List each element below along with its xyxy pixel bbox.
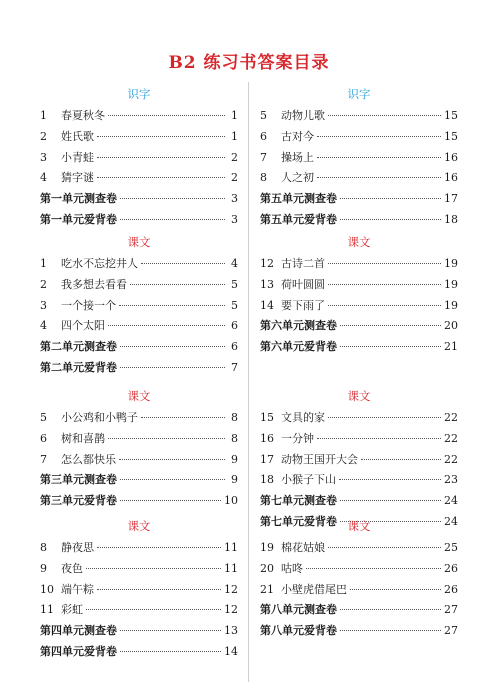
toc-row-lesson[interactable] bbox=[40, 127, 238, 148]
lesson-number: 4 bbox=[40, 171, 47, 185]
entry-title: 猜字谜 bbox=[61, 171, 94, 185]
page-number: 17 bbox=[444, 192, 458, 206]
left-section-2 bbox=[40, 232, 238, 379]
dot-leader bbox=[97, 157, 225, 158]
page-number: 25 bbox=[444, 541, 458, 554]
entry-title: 棉花姑娘 bbox=[281, 541, 325, 554]
lesson-number: 7 bbox=[260, 150, 267, 164]
toc-row-lesson[interactable] bbox=[40, 168, 238, 189]
section-heading: 课文 bbox=[127, 389, 151, 403]
toc-row-lesson[interactable] bbox=[40, 538, 238, 559]
toc-row-lesson[interactable] bbox=[260, 559, 458, 580]
dot-leader bbox=[317, 438, 441, 439]
dot-leader bbox=[361, 459, 441, 460]
entry-title: 操场上 bbox=[281, 150, 314, 164]
section-heading: 课文 bbox=[127, 519, 151, 533]
page-number: 1 bbox=[231, 109, 238, 122]
section-heading: 课文 bbox=[347, 235, 371, 249]
lesson-number: 20 bbox=[260, 561, 274, 575]
entry-title: 荷叶圆圆 bbox=[281, 277, 325, 291]
lesson-number: 15 bbox=[260, 411, 274, 424]
lesson-number: 8 bbox=[260, 171, 267, 185]
lesson-number: 10 bbox=[40, 582, 54, 596]
lesson-number: 3 bbox=[40, 298, 47, 312]
toc-row-test[interactable] bbox=[260, 316, 458, 337]
dot-leader bbox=[86, 568, 221, 569]
page-number: 8 bbox=[231, 411, 238, 424]
toc-row-lesson[interactable] bbox=[260, 470, 458, 491]
page-number: 27 bbox=[444, 603, 458, 617]
dot-leader bbox=[120, 198, 225, 199]
page-number: 12 bbox=[224, 603, 238, 617]
toc-row-test[interactable] bbox=[260, 337, 458, 358]
entry-title: 第一单元爱背卷 bbox=[40, 212, 117, 226]
section-heading: 识字 bbox=[127, 87, 151, 101]
page-number: 4 bbox=[231, 257, 238, 270]
dot-leader bbox=[130, 284, 225, 285]
page-number: 22 bbox=[444, 431, 458, 445]
dot-leader bbox=[120, 500, 221, 501]
page-number: 22 bbox=[444, 411, 458, 424]
entry-title: 咕咚 bbox=[281, 561, 303, 575]
lesson-number: 2 bbox=[40, 129, 47, 143]
toc-row-test[interactable] bbox=[260, 621, 458, 642]
dot-leader bbox=[108, 115, 225, 116]
dot-leader bbox=[317, 157, 441, 158]
section-heading: 识字 bbox=[347, 87, 371, 101]
toc-row-test[interactable] bbox=[40, 470, 238, 491]
toc-row-test[interactable] bbox=[40, 491, 238, 512]
dot-leader bbox=[141, 263, 225, 264]
page-number: 21 bbox=[444, 340, 458, 354]
entry-title: 第五单元爱背卷 bbox=[260, 212, 337, 226]
right-section-4 bbox=[260, 516, 458, 642]
page-number: 22 bbox=[444, 452, 458, 466]
dot-leader bbox=[328, 305, 441, 306]
dot-leader bbox=[120, 219, 225, 220]
right-section-3 bbox=[260, 386, 458, 533]
dot-leader bbox=[97, 589, 221, 590]
dot-leader bbox=[97, 136, 225, 137]
toc-row-lesson[interactable] bbox=[260, 148, 458, 169]
dot-leader bbox=[340, 325, 441, 326]
toc-row-lesson[interactable] bbox=[260, 127, 458, 148]
entry-title: 第八单元爱背卷 bbox=[260, 624, 337, 638]
left-section-1 bbox=[40, 84, 238, 231]
toc-row-lesson[interactable] bbox=[40, 559, 238, 580]
page-number: 5 bbox=[231, 277, 238, 291]
toc-row-test[interactable] bbox=[40, 358, 238, 379]
dot-leader bbox=[120, 651, 221, 652]
right-section-2 bbox=[260, 232, 458, 358]
lesson-number: 21 bbox=[260, 582, 274, 596]
section-heading: 课文 bbox=[127, 235, 151, 249]
dot-leader bbox=[120, 346, 225, 347]
toc-row-lesson[interactable] bbox=[40, 148, 238, 169]
lesson-number: 5 bbox=[40, 411, 47, 424]
lesson-number: 18 bbox=[260, 473, 274, 487]
section-heading: 课文 bbox=[347, 519, 371, 533]
lesson-number: 17 bbox=[260, 452, 274, 466]
toc-row-lesson[interactable] bbox=[260, 296, 458, 317]
lesson-number: 11 bbox=[40, 603, 54, 617]
dot-leader bbox=[317, 136, 441, 137]
entry-title: 春夏秋冬 bbox=[61, 109, 105, 122]
lesson-number: 7 bbox=[40, 452, 47, 466]
lesson-number: 3 bbox=[40, 150, 47, 164]
lesson-number: 9 bbox=[40, 561, 47, 575]
lesson-number: 19 bbox=[260, 541, 274, 554]
left-section-4 bbox=[40, 516, 238, 663]
lesson-number: 6 bbox=[260, 129, 267, 143]
page-number: 19 bbox=[444, 257, 458, 270]
entry-title: 第七单元测查卷 bbox=[260, 494, 337, 508]
toc-row-lesson[interactable] bbox=[260, 275, 458, 296]
entry-title: 第四单元爱背卷 bbox=[40, 644, 117, 658]
page-number: 6 bbox=[231, 340, 238, 354]
toc-row-lesson[interactable] bbox=[40, 429, 238, 450]
page-number: 20 bbox=[444, 319, 458, 333]
page-number: 19 bbox=[444, 277, 458, 291]
entry-title: 四个太阳 bbox=[61, 319, 105, 333]
entry-title: 古对今 bbox=[281, 129, 314, 143]
entry-title: 怎么都快乐 bbox=[61, 452, 116, 466]
page-number: 6 bbox=[231, 319, 238, 333]
entry-title: 第二单元爱背卷 bbox=[40, 360, 117, 374]
page-number: 1 bbox=[231, 129, 238, 143]
entry-title: 小壁虎借尾巴 bbox=[281, 582, 347, 596]
page-number: 24 bbox=[444, 494, 458, 508]
toc-row-test[interactable] bbox=[260, 600, 458, 621]
page-number: 9 bbox=[231, 473, 238, 487]
dot-leader bbox=[340, 500, 441, 501]
dot-leader bbox=[339, 479, 441, 480]
entry-title: 第二单元测查卷 bbox=[40, 340, 117, 354]
dot-leader bbox=[350, 589, 441, 590]
toc-row-lesson[interactable] bbox=[40, 450, 238, 471]
page-number: 26 bbox=[444, 561, 458, 575]
column-divider bbox=[248, 82, 249, 682]
page-number: 7 bbox=[231, 360, 238, 374]
entry-title: 第七单元爱背卷 bbox=[260, 514, 337, 528]
toc-row-lesson[interactable] bbox=[40, 408, 238, 429]
page-number: 27 bbox=[444, 624, 458, 638]
page-number: 18 bbox=[444, 212, 458, 226]
lesson-number: 4 bbox=[40, 319, 47, 333]
lesson-number: 1 bbox=[40, 257, 47, 270]
toc-row-lesson[interactable] bbox=[40, 580, 238, 601]
toc-row-test[interactable] bbox=[40, 189, 238, 210]
dot-leader bbox=[306, 568, 441, 569]
dot-leader bbox=[328, 284, 441, 285]
toc-row-lesson[interactable] bbox=[260, 168, 458, 189]
page-number: 26 bbox=[444, 582, 458, 596]
entry-title: 第八单元测查卷 bbox=[260, 603, 337, 617]
page-number: 9 bbox=[231, 452, 238, 466]
entry-title: 树和喜鹊 bbox=[61, 431, 105, 445]
section-heading: 课文 bbox=[347, 389, 371, 403]
lesson-number: 1 bbox=[40, 109, 47, 122]
toc-row-lesson[interactable] bbox=[260, 254, 458, 275]
lesson-number: 5 bbox=[260, 109, 267, 122]
lesson-number: 8 bbox=[40, 541, 47, 554]
entry-title: 吃水不忘挖井人 bbox=[61, 257, 138, 270]
dot-leader bbox=[340, 346, 441, 347]
entry-title: 动物儿歌 bbox=[281, 109, 325, 122]
dot-leader bbox=[340, 198, 441, 199]
toc-row-lesson[interactable] bbox=[40, 600, 238, 621]
entry-title: 小公鸡和小鸭子 bbox=[61, 411, 138, 424]
dot-leader bbox=[120, 367, 225, 368]
dot-leader bbox=[108, 438, 225, 439]
toc-row-lesson[interactable] bbox=[40, 316, 238, 337]
toc-row-test[interactable] bbox=[40, 621, 238, 642]
entry-title: 一个接一个 bbox=[61, 298, 116, 312]
page-number: 16 bbox=[444, 150, 458, 164]
dot-leader bbox=[120, 479, 225, 480]
entry-title: 第三单元爱背卷 bbox=[40, 494, 117, 508]
entry-title: 第三单元测查卷 bbox=[40, 473, 117, 487]
dot-leader bbox=[317, 177, 441, 178]
dot-leader bbox=[328, 263, 441, 264]
entry-title: 第四单元测查卷 bbox=[40, 624, 117, 638]
page-number: 10 bbox=[224, 494, 238, 508]
page-number: 15 bbox=[444, 109, 458, 122]
page-number: 12 bbox=[224, 582, 238, 596]
dot-leader bbox=[119, 305, 225, 306]
entry-title: 一分钟 bbox=[281, 431, 314, 445]
toc-row-lesson[interactable] bbox=[40, 296, 238, 317]
lesson-number: 2 bbox=[40, 277, 47, 291]
dot-leader bbox=[340, 630, 441, 631]
dot-leader bbox=[108, 325, 225, 326]
lesson-number: 13 bbox=[260, 277, 274, 291]
dot-leader bbox=[328, 547, 441, 548]
dot-leader bbox=[97, 547, 221, 548]
entry-title: 第五单元测查卷 bbox=[260, 192, 337, 206]
entry-title: 我多想去看看 bbox=[61, 277, 127, 291]
lesson-number: 16 bbox=[260, 431, 274, 445]
dot-leader bbox=[141, 417, 225, 418]
page-number: 15 bbox=[444, 129, 458, 143]
toc-row-lesson[interactable] bbox=[260, 538, 458, 559]
toc-row-lesson[interactable] bbox=[260, 408, 458, 429]
lesson-number: 14 bbox=[260, 298, 274, 312]
page-number: 8 bbox=[231, 431, 238, 445]
page-number: 5 bbox=[231, 298, 238, 312]
entry-title: 姓氏歌 bbox=[61, 129, 94, 143]
toc-row-test[interactable] bbox=[260, 210, 458, 231]
page-number: 3 bbox=[231, 212, 238, 226]
dot-leader bbox=[328, 417, 441, 418]
toc-row-test[interactable] bbox=[40, 642, 238, 663]
dot-leader bbox=[86, 609, 221, 610]
dot-leader bbox=[120, 630, 221, 631]
lesson-number: 6 bbox=[40, 431, 47, 445]
entry-title: 动物王国开大会 bbox=[281, 452, 358, 466]
page-number: 16 bbox=[444, 171, 458, 185]
entry-title: 要下雨了 bbox=[281, 298, 325, 312]
toc-row-lesson[interactable] bbox=[40, 106, 238, 127]
page-number: 11 bbox=[224, 541, 238, 554]
page-number: 14 bbox=[224, 644, 238, 658]
toc-row-lesson[interactable] bbox=[260, 580, 458, 601]
page-number: 3 bbox=[231, 192, 238, 206]
dot-leader bbox=[340, 219, 441, 220]
page-number: 2 bbox=[231, 171, 238, 185]
page-number: 23 bbox=[444, 473, 458, 487]
page-number: 11 bbox=[224, 561, 238, 575]
toc-row-test[interactable] bbox=[260, 189, 458, 210]
dot-leader bbox=[328, 115, 441, 116]
entry-title: 静夜思 bbox=[61, 541, 94, 554]
page-number: 13 bbox=[224, 624, 238, 638]
entry-title: 人之初 bbox=[281, 171, 314, 185]
dot-leader bbox=[97, 177, 225, 178]
right-section-1 bbox=[260, 84, 458, 231]
page-number: 2 bbox=[231, 150, 238, 164]
entry-title: 小猴子下山 bbox=[281, 473, 336, 487]
toc-row-test[interactable] bbox=[40, 210, 238, 231]
entry-title: 第六单元测查卷 bbox=[260, 319, 337, 333]
entry-title: 彩虹 bbox=[61, 603, 83, 617]
entry-title: 小青蛙 bbox=[61, 150, 94, 164]
toc-row-lesson[interactable] bbox=[260, 450, 458, 471]
page-number: 19 bbox=[444, 298, 458, 312]
entry-title: 第六单元爱背卷 bbox=[260, 340, 337, 354]
toc-row-test[interactable] bbox=[40, 337, 238, 358]
toc-row-lesson[interactable] bbox=[40, 254, 238, 275]
entry-title: 第一单元测查卷 bbox=[40, 192, 117, 206]
lesson-number: 12 bbox=[260, 257, 274, 270]
toc-row-test[interactable] bbox=[260, 491, 458, 512]
entry-title: 夜色 bbox=[61, 561, 83, 575]
page-number: 24 bbox=[444, 514, 458, 528]
page-title: B2 练习书答案目录 bbox=[168, 53, 330, 73]
dot-leader bbox=[119, 459, 225, 460]
dot-leader bbox=[340, 609, 441, 610]
entry-title: 文具的家 bbox=[281, 411, 325, 424]
entry-title: 古诗二首 bbox=[281, 257, 325, 270]
toc-row-lesson[interactable] bbox=[40, 275, 238, 296]
entry-title: 端午粽 bbox=[61, 582, 94, 596]
toc-row-lesson[interactable] bbox=[260, 429, 458, 450]
toc-row-lesson[interactable] bbox=[260, 106, 458, 127]
left-section-3 bbox=[40, 386, 238, 512]
